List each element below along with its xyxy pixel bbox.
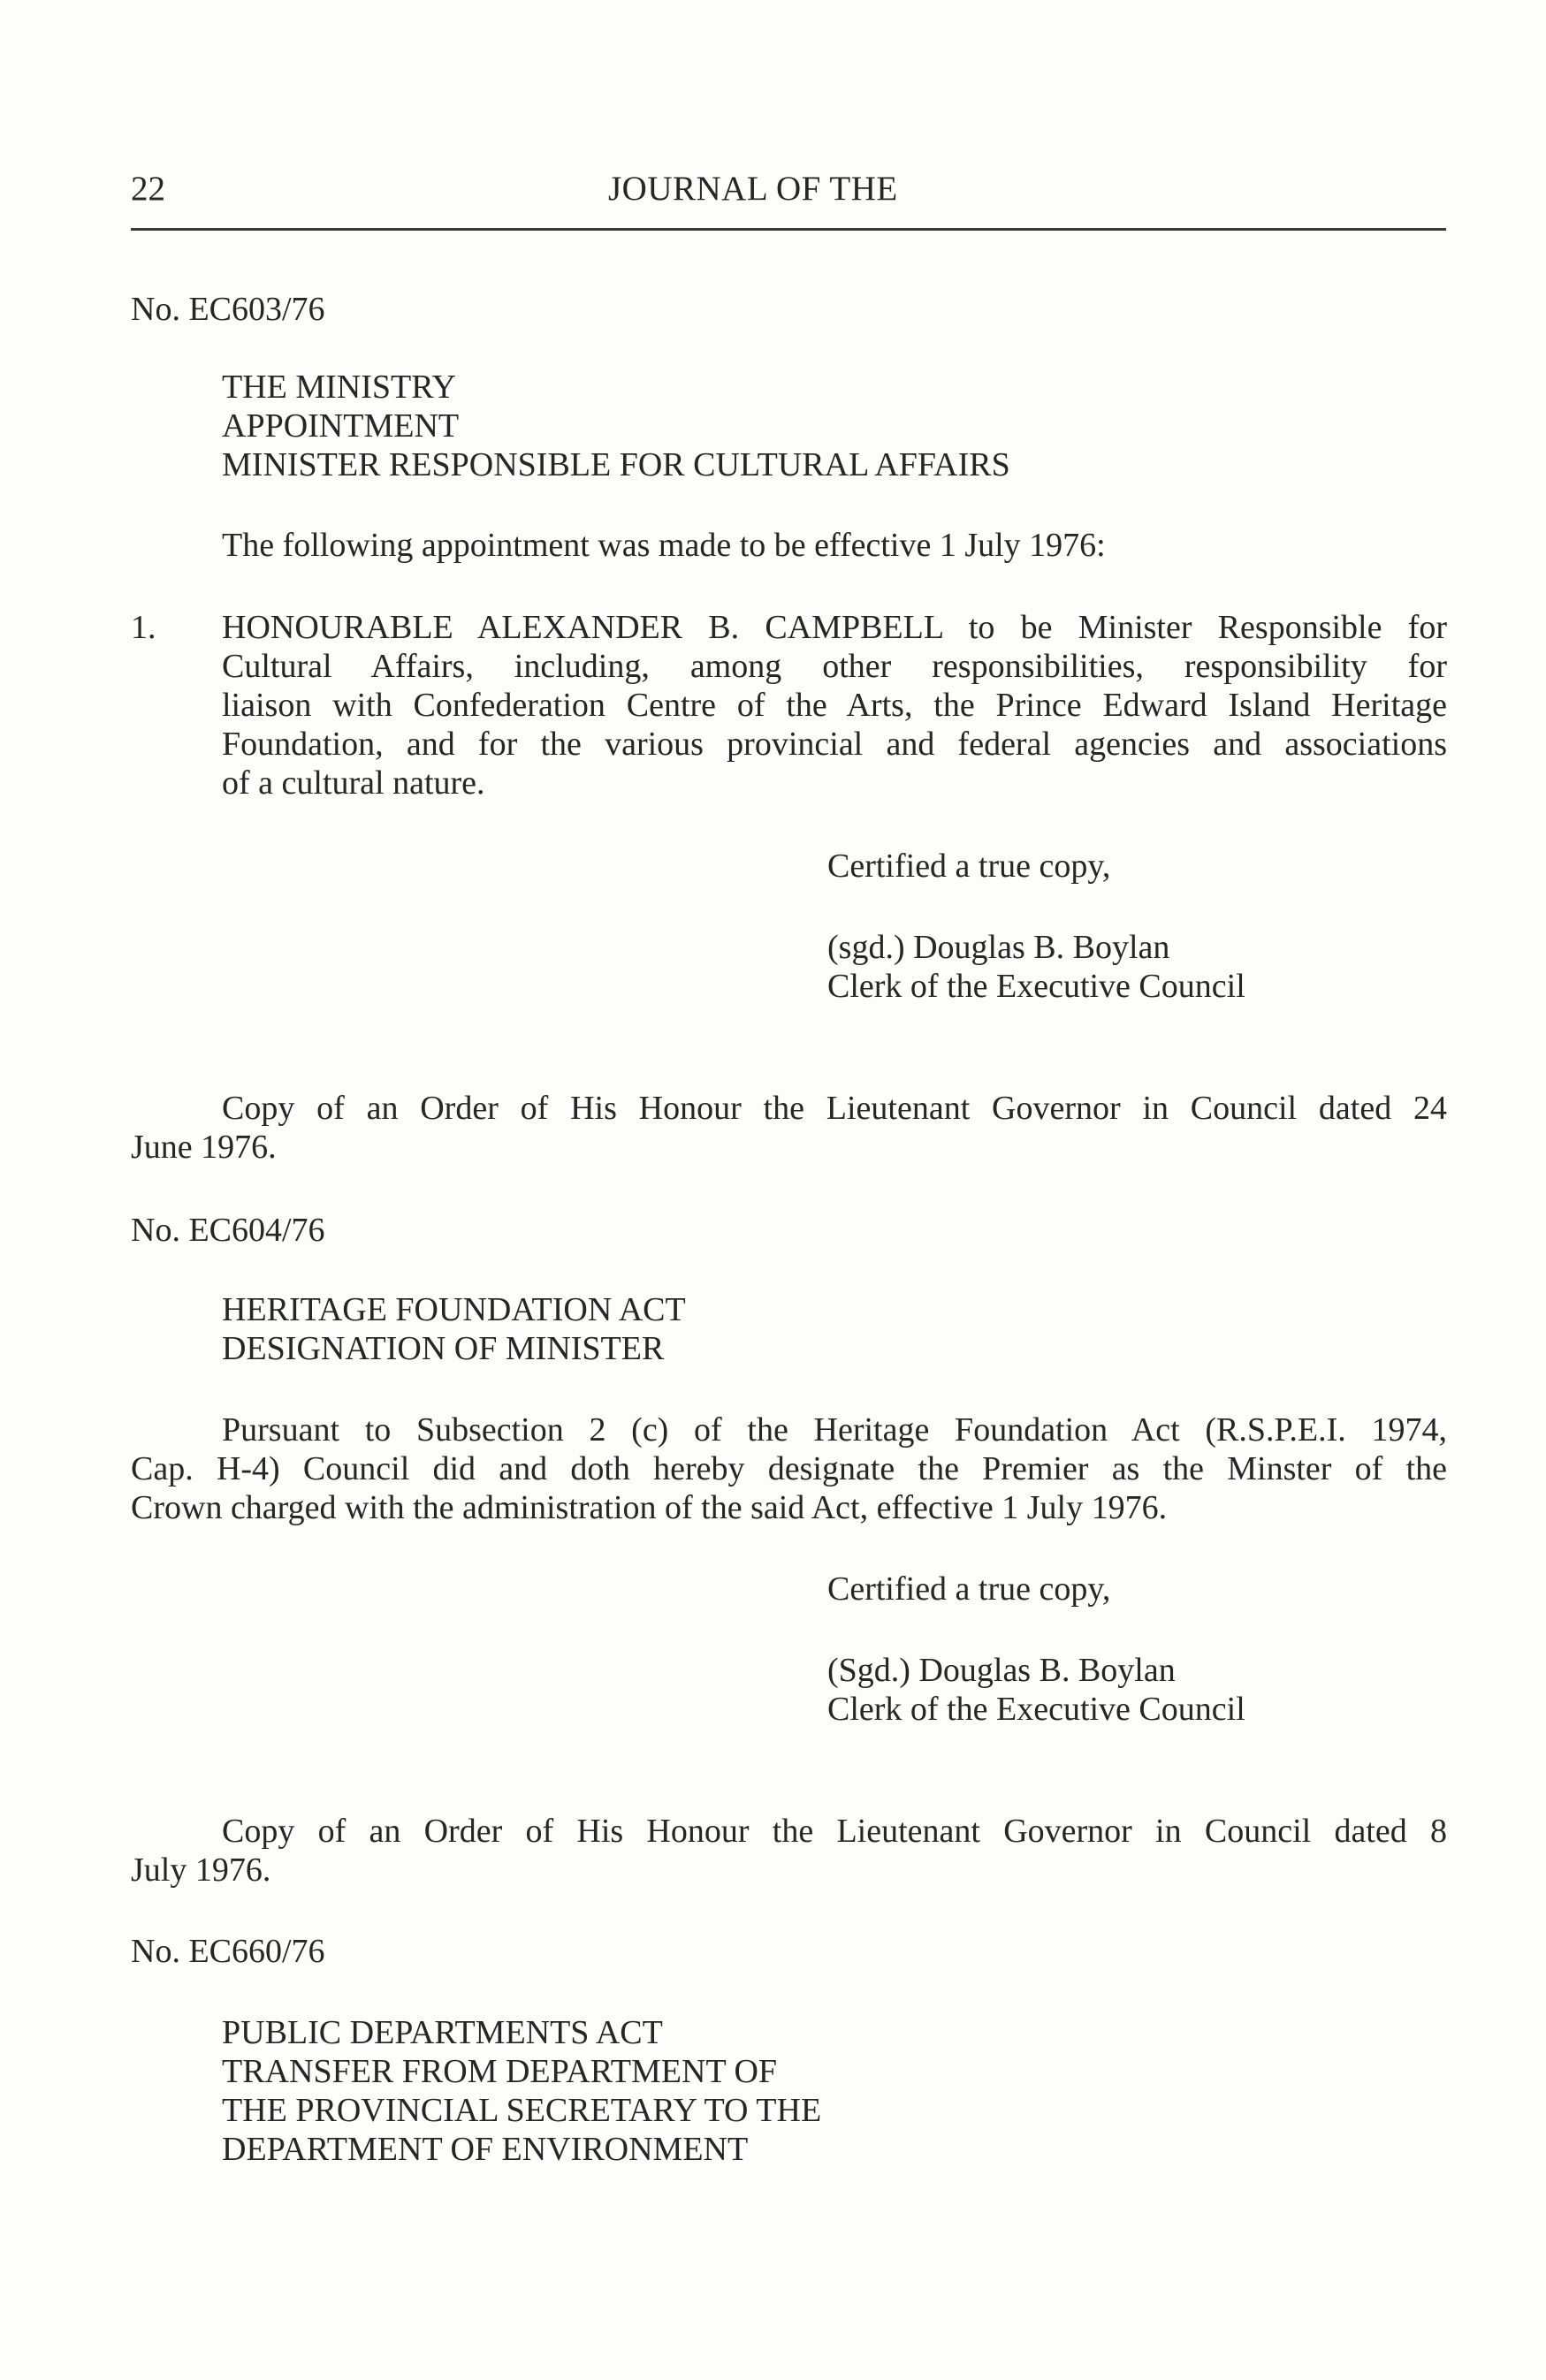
designation-paragraph [131, 1411, 1447, 1527]
heading-line: HERITAGE FOUNDATION ACT [222, 1291, 686, 1328]
appointment-intro: The following appointment was made to be effective 1 July 1976: [222, 527, 1106, 564]
order-heading-ec660 [222, 2013, 821, 2169]
appointment-item-text [222, 608, 1447, 802]
signature: (sgd.) Douglas B. Boylan [827, 929, 1170, 966]
certification-block-ec603 [827, 847, 1110, 886]
item-number: 1. [131, 609, 156, 646]
heading-line: DEPARTMENT OF ENVIRONMENT [222, 2131, 749, 2168]
signature-block-ec604 [827, 1651, 1245, 1729]
order-number-ec604: No. EC604/76 [131, 1212, 325, 1249]
certification-block-ec604 [827, 1570, 1110, 1608]
copy-note-june [131, 1089, 1447, 1167]
heading-line: MINISTER RESPONSIBLE FOR CULTURAL AFFAIRS [222, 446, 1010, 483]
heading-line: THE MINISTRY [222, 369, 456, 406]
item-line: Cultural Affairs, including, among other responsibilities, responsibility for [222, 648, 1447, 685]
heading-line: TRANSFER FROM DEPARTMENT OF [222, 2053, 778, 2090]
item-line: Foundation, and for the various provincial and federal agencies and associations [222, 726, 1447, 763]
certified-text: Certified a true copy, [827, 1570, 1111, 1608]
heading-line: THE PROVINCIAL SECRETARY TO THE [222, 2092, 822, 2129]
running-title: JOURNAL OF THE [608, 170, 898, 208]
header-rule [131, 228, 1446, 231]
heading-line: PUBLIC DEPARTMENTS ACT [222, 2014, 663, 2051]
body-line: Cap. H-4) Council did and doth hereby designate the Premier as the Minster of the [131, 1450, 1447, 1487]
body-line: Crown charged with the administration of the said Act, effective 1 July 1976. [131, 1489, 1168, 1526]
page-number: 22 [131, 170, 165, 208]
copy-note-line: Copy of an Order of His Honour the Lieutenant Governor in Council dated 24 [222, 1090, 1447, 1127]
item-line: HONOURABLE ALEXANDER B. CAMPBELL to be Minister Responsible for [222, 609, 1447, 646]
copy-note-line: June 1976. [131, 1129, 277, 1166]
order-heading-ec604 [222, 1290, 686, 1368]
heading-line: DESIGNATION OF MINISTER [222, 1330, 665, 1367]
order-number-ec603: No. EC603/76 [131, 291, 325, 328]
copy-note-line: Copy of an Order of His Honour the Lieutenant Governor in Council dated 8 [222, 1813, 1447, 1850]
order-heading-ec603 [222, 368, 1010, 484]
signature: (Sgd.) Douglas B. Boylan [827, 1652, 1176, 1689]
item-line: of a cultural nature. [222, 764, 485, 802]
signature-block-ec603 [827, 928, 1245, 1006]
body-line: Pursuant to Subsection 2 (c) of the Heritage Foundation Act (R.S.P.E.I. 1974, [222, 1411, 1447, 1449]
certified-text: Certified a true copy, [827, 848, 1111, 885]
signatory-title: Clerk of the Executive Council [827, 968, 1245, 1005]
heading-line: APPOINTMENT [222, 407, 460, 445]
order-number-ec660: No. EC660/76 [131, 1933, 325, 1970]
item-line: liaison with Confederation Centre of the Arts, the Prince Edward Island Heritage [222, 687, 1447, 724]
signatory-title: Clerk of the Executive Council [827, 1691, 1245, 1728]
copy-note-line: July 1976. [131, 1852, 271, 1889]
copy-note-july [131, 1812, 1447, 1890]
